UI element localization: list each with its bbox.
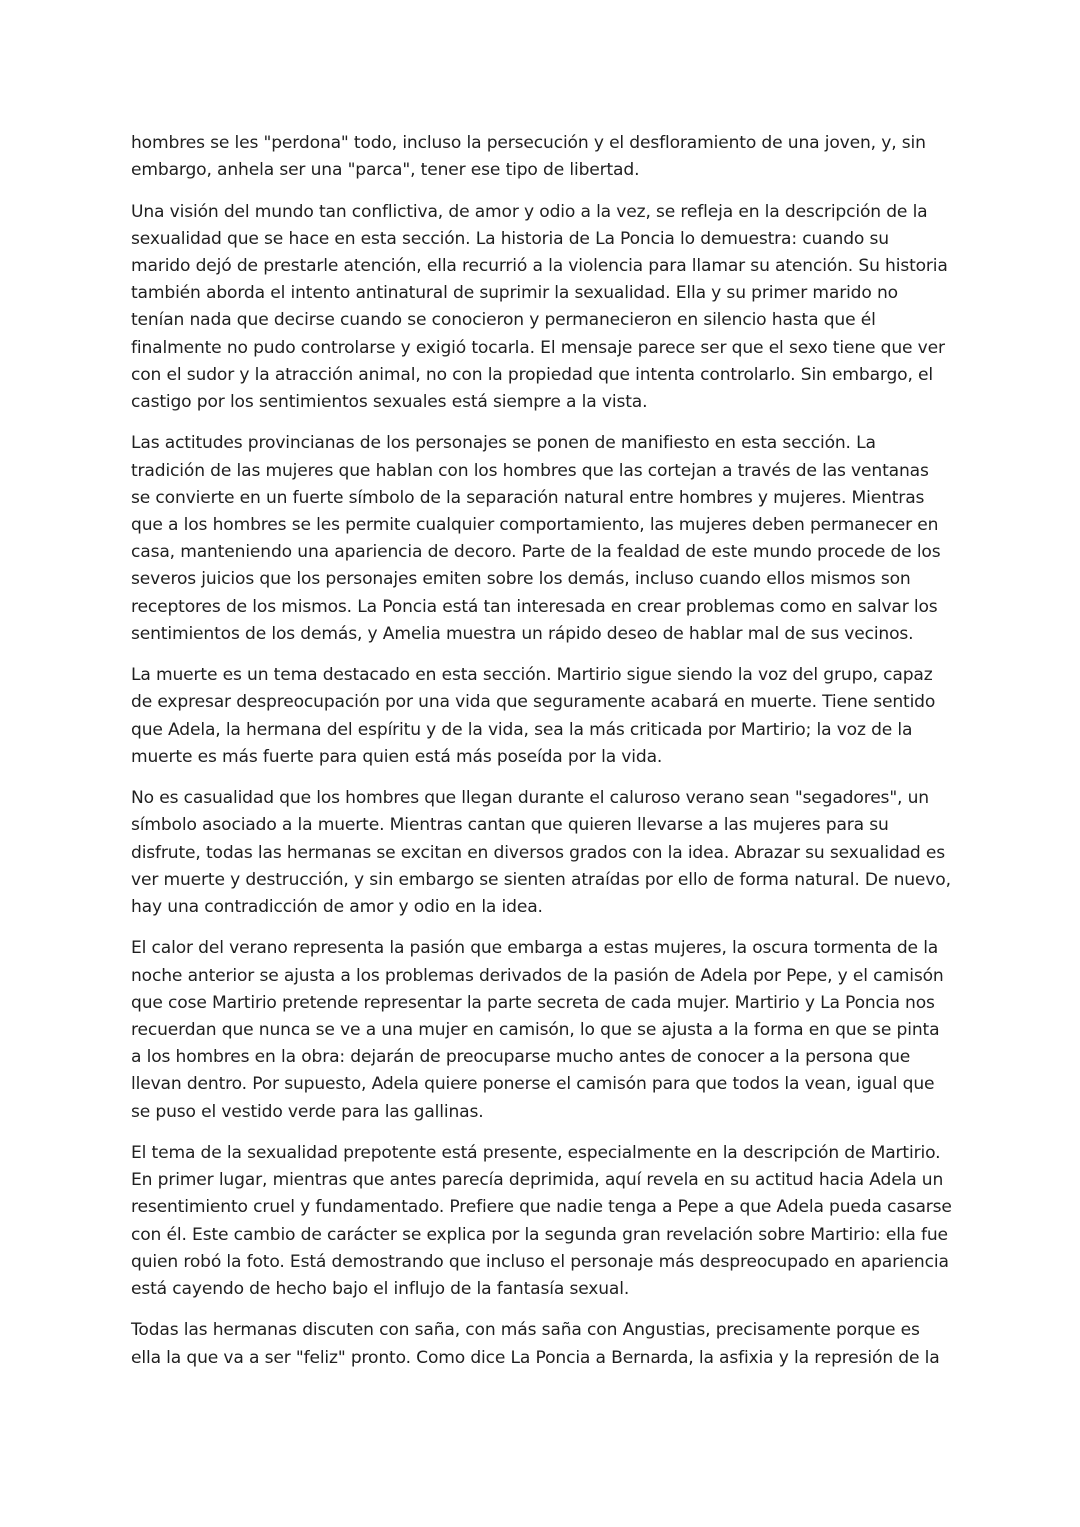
paragraph: La muerte es un tema destacado en esta sección. Martirio sigue siendo la voz del grupo, capaz de expresar despreocupación por una vida que seguramente acabará en muerte. Tiene sentido que Adela, la hermana del espíritu y de la vida, sea la más criticada por Martirio; la voz de la muerte es más fuerte para quien está más poseída por la vida. (131, 665, 936, 767)
paragraph: Las actitudes provincianas de los personajes se ponen de manifiesto en esta sección. La tradición de las mujeres que hablan con los hombres que las cortejan a través de las ventanas se convierte en un fuerte símbolo de la separación natural entre hombres y mujeres. Mientras que a los hombres se les permite cualquier comportamiento, las mujeres deben permanecer en casa, manteniendo una apariencia de decoro. Parte de la fealdad de este mundo procede de los severos juicios que los personajes emiten sobre los demás, incluso cuando ellos mismos son receptores de los mismos. La Poncia está tan interesada en crear problemas como en salvar los sentimientos de los demás, y Amelia muestra un rápido deseo de hablar mal de sus vecinos. (131, 433, 941, 644)
paragraph: El calor del verano representa la pasión que embarga a estas mujeres, la oscura tormenta de la noche anterior se ajusta a los problemas derivados de la pasión de Adela por Pepe, y el camisón que cose Martirio pretende representar la parte secreta de cada mujer. Martirio y La Poncia nos recuerdan que nunca se ve a una mujer en camisón, lo que se ajusta a la forma en que se pinta a los hombres en la obra: dejarán de preocuparse mucho antes de conocer a la persona que llevan dentro. Por supuesto, Adela quiere ponerse el camisón para que todos la vean, igual que se puso el vestido verde para las gallinas. (131, 938, 944, 1122)
paragraph: El tema de la sexualidad prepotente está presente, especialmente en la descripción de Martirio. En primer lugar, mientras que antes parecía deprimida, aquí revela en su actitud hacia Adela un resentimiento cruel y fundamentado. Prefiere que nadie tenga a Pepe a que Adela pueda casarse con él. Este cambio de carácter se explica por la segunda gran revelación sobre Martirio: ella fue quien robó la foto. Está demostrando que incluso el personaje más despreocupado en apariencia está cayendo de hecho bajo el influjo de la fantasía sexual. (131, 1143, 952, 1300)
paragraph: hombres se les "perdona" todo, incluso la persecución y el desfloramiento de una joven, y, sin embargo, anhela ser una "parca", tener ese tipo de libertad. (131, 133, 926, 181)
paragraph: Una visión del mundo tan conflictiva, de amor y odio a la vez, se refleja en la descripción de la sexualidad que se hace en esta sección. La historia de La Poncia lo demuestra: cuando su marido dejó de prestarle atención, ella recurrió a la violencia para llamar su atención. Su historia también aborda el intento antinatural de suprimir la sexualidad. Ella y su primer marido no tenían nada que decirse cuando se conocieron y permanecieron en silencio hasta que él finalmente no pudo controlarse y exigió tocarla. El mensaje parece ser que el sexo tiene que ver con el sudor y la atracción animal, no con la propiedad que intenta controlarlo. Sin embargo, el castigo por los sentimientos sexuales está siempre a la vista. (131, 201, 948, 413)
paragraph: No es casualidad que los hombres que llegan durante el caluroso verano sean "segadores", un símbolo asociado a la muerte. Mientras cantan que quieren llevarse a las mujeres para su disfrute, todas las hermanas se excitan en diversos grados con la idea. Abrazar su sexualidad es ver muerte y destrucción, y sin embargo se sienten atraídas por ello de forma natural. De nuevo, hay una contradicción de amor y odio en la idea. (131, 788, 951, 918)
document-page (131, 130, 953, 1386)
paragraph: Todas las hermanas discuten con saña, con más saña con Angustias, precisamente porque es ella la que va a ser "feliz" pronto. Como dice La Poncia a Bernarda, la asfixia y la represión de la (131, 1320, 940, 1368)
